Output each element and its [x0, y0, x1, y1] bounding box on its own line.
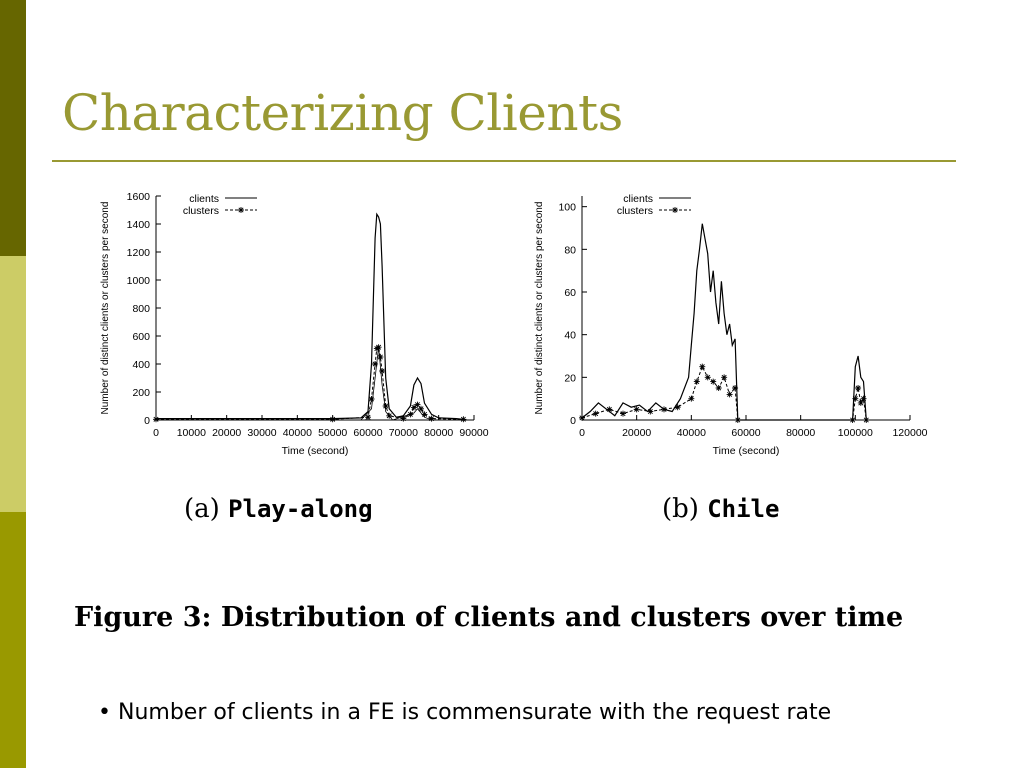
x-tick-label: 80000: [786, 427, 816, 439]
legend-label: clusters: [616, 205, 653, 217]
cluster-point: [732, 385, 738, 391]
x-tick-label: 50000: [318, 427, 348, 439]
x-tick-label: 40000: [282, 427, 312, 439]
x-tick-label: 70000: [388, 427, 418, 439]
cluster-point: [727, 391, 733, 397]
cluster-point: [688, 396, 694, 402]
cluster-point: [852, 396, 858, 402]
x-tick-label: 120000: [892, 427, 928, 439]
cluster-point: [675, 404, 681, 410]
y-tick-label: 1200: [126, 247, 150, 259]
x-tick-label: 0: [153, 427, 159, 439]
y-tick-label: 600: [132, 331, 150, 343]
y-tick-label: 100: [558, 201, 576, 214]
cluster-point: [710, 379, 716, 385]
cluster-point: [661, 406, 667, 412]
x-tick-label: 30000: [247, 427, 277, 439]
subcaption-a: [184, 494, 373, 524]
cluster-point: [330, 416, 336, 422]
subcaption-b: [662, 494, 779, 524]
cluster-point: [858, 400, 864, 406]
cluster-point: [593, 411, 599, 417]
sidebar-segment-light: [0, 256, 26, 512]
cluster-point: [379, 368, 385, 374]
y-axis-label: Number of distinct clients or clusters per second: [534, 201, 545, 415]
cluster-point: [579, 415, 585, 421]
chart-chile: [530, 178, 946, 460]
x-tick-label: 60000: [353, 427, 383, 439]
y-tick-label: 0: [144, 415, 150, 427]
cluster-point: [365, 414, 371, 420]
cluster-point: [735, 417, 741, 423]
bullet-marker: •: [98, 700, 111, 725]
series-line-clients: [582, 224, 866, 420]
x-tick-label: 0: [579, 427, 585, 439]
x-tick-label: 100000: [837, 427, 873, 439]
x-tick-label: 60000: [731, 427, 761, 439]
cluster-point: [411, 404, 417, 410]
cluster-point: [376, 344, 382, 350]
cluster-point: [606, 406, 612, 412]
y-tick-label: 80: [564, 244, 576, 257]
cluster-point: [153, 416, 159, 422]
cluster-point: [400, 416, 406, 422]
cluster-point: [647, 408, 653, 414]
series-line-clients: [156, 347, 463, 420]
x-tick-label: 80000: [424, 427, 454, 439]
cluster-point: [418, 406, 424, 412]
cluster-point: [716, 385, 722, 391]
cluster-point: [422, 411, 428, 417]
cluster-point: [699, 364, 705, 370]
figure-caption: Figure 3: Distribution of clients and clusters over time: [74, 602, 904, 633]
x-tick-label: 40000: [676, 427, 706, 439]
series-line-clients: [156, 214, 463, 419]
x-tick-label: 20000: [212, 427, 242, 439]
y-tick-label: 60: [564, 287, 576, 299]
sidebar-segment-mid: [0, 512, 26, 768]
cluster-point: [863, 417, 869, 423]
cluster-point: [721, 374, 727, 380]
sidebar-accent: [0, 0, 26, 768]
slide-title: Characterizing Clients: [62, 84, 623, 142]
cluster-point: [372, 361, 378, 367]
cluster-point: [850, 417, 856, 423]
y-tick-label: 800: [132, 303, 150, 315]
cluster-point: [407, 411, 413, 417]
cluster-point: [460, 416, 466, 422]
bullet-item: [98, 700, 831, 725]
y-tick-label: 1400: [126, 219, 150, 231]
legend-label: clients: [623, 193, 653, 205]
y-tick-label: 200: [132, 387, 150, 399]
y-tick-label: 1000: [126, 275, 150, 287]
cluster-point: [383, 403, 389, 409]
legend-marker-clusters: [672, 207, 678, 213]
subcaption-a-prefix: (a): [184, 494, 220, 524]
chart-play-along: [96, 178, 512, 460]
cluster-point: [369, 396, 375, 402]
y-tick-label: 1600: [126, 191, 150, 203]
y-tick-label: 20: [564, 372, 576, 385]
sidebar-segment-dark: [0, 0, 26, 256]
cluster-point: [386, 413, 392, 419]
x-tick-label: 90000: [459, 427, 489, 439]
legend-label: clusters: [182, 205, 219, 217]
x-axis-label: Time (second): [712, 445, 780, 457]
cluster-point: [634, 406, 640, 412]
title-divider: [52, 160, 956, 162]
cluster-point: [429, 416, 435, 422]
y-axis-label: Number of distinct clients or clusters per second: [100, 201, 111, 415]
cluster-point: [377, 354, 383, 360]
cluster-point: [855, 385, 861, 391]
y-tick-label: 0: [570, 415, 576, 427]
cluster-point: [705, 374, 711, 380]
x-axis-label: Time (second): [281, 445, 349, 457]
subcaption-b-name: Chile: [707, 495, 780, 523]
subcaption-a-name: Play-along: [228, 495, 373, 523]
bullet-text: Number of clients in a FE is commensurate with the request rate: [117, 700, 832, 725]
legend-marker-clusters: [238, 207, 244, 213]
y-tick-label: 40: [564, 329, 576, 342]
subcaption-b-prefix: (b): [662, 494, 699, 524]
x-tick-label: 20000: [622, 427, 652, 439]
x-tick-label: 10000: [176, 427, 206, 439]
cluster-point: [861, 396, 867, 402]
y-tick-label: 400: [132, 359, 150, 371]
legend-label: clients: [189, 193, 219, 205]
cluster-point: [620, 411, 626, 417]
cluster-point: [694, 379, 700, 385]
cluster-point: [414, 402, 420, 408]
